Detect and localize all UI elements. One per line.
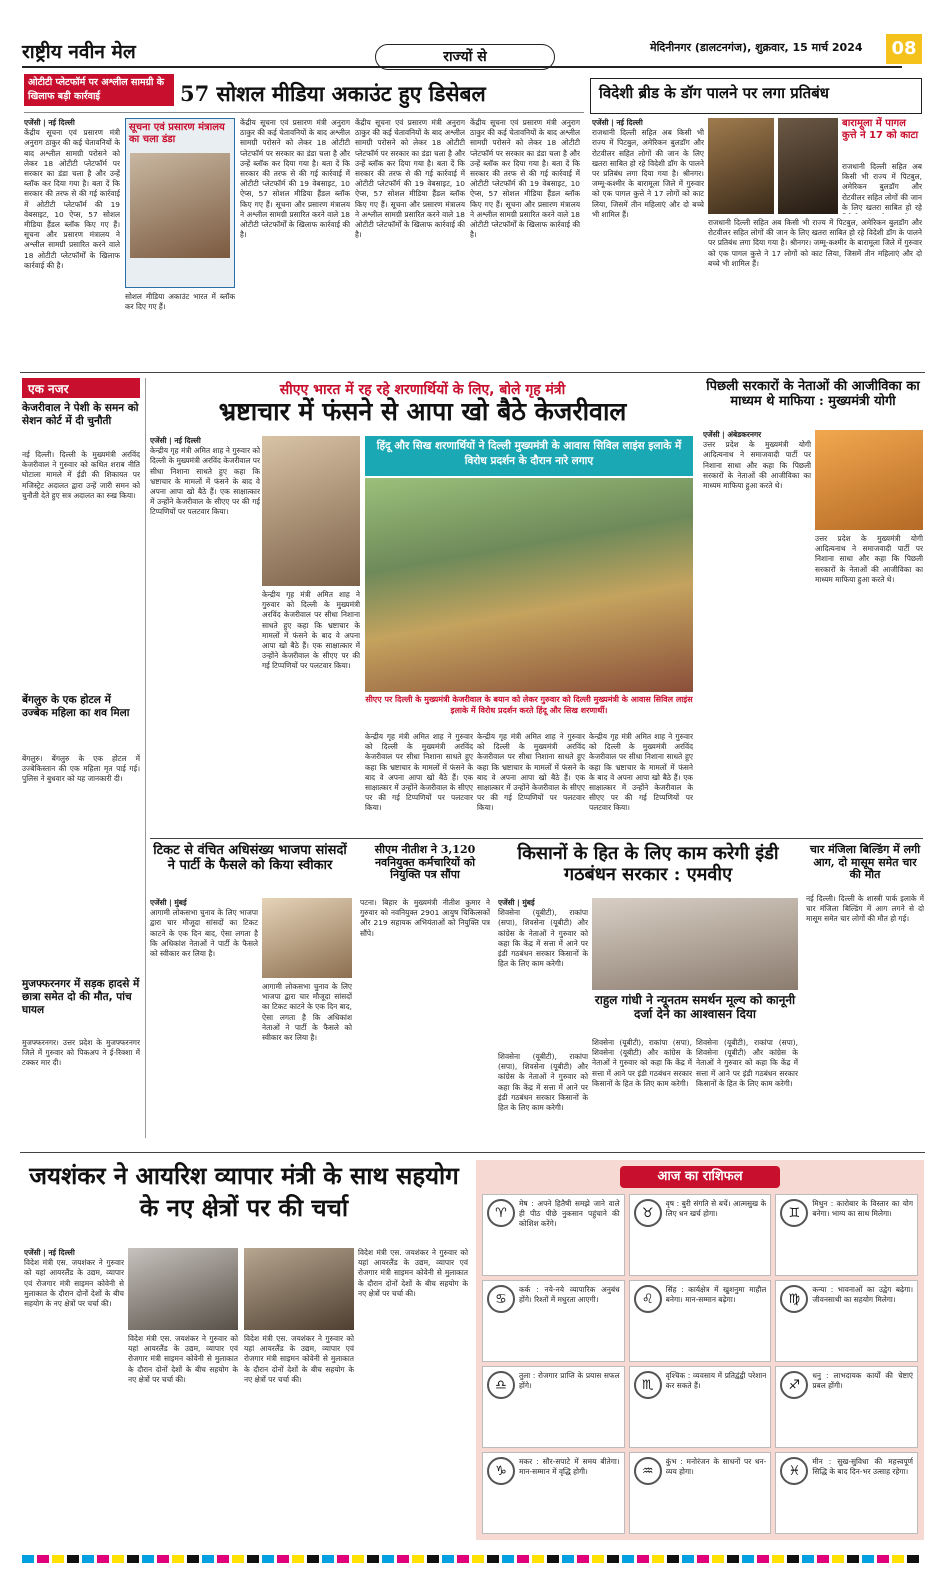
story3-body <box>150 436 260 831</box>
story2-body-text: राजधानी दिल्ली सहित अब किसी भी राज्य में पिटबुल, अमेरिकन बुलडॉग और रोटवीलर सहित लोगों की जान के लिए खतरा साबित हो रहे विदेशी डॉग के पालने पर प्रतिबंध लगा दिया गया है। श्रीनगर। जम्मू-कश्मीर के बारामूला जिले में गुरुवार को एक पागल कुत्ते ने 17 लोगों को काट लिया, जिसमें तीन महिलाएं और दो बच्चे भी शामिल हैं। <box>592 128 704 219</box>
rashi-cell <box>775 1194 918 1276</box>
virgo-icon: ♍ <box>780 1285 808 1313</box>
story3-kicker: सीएए भारत में रह रहे शरणार्थियों के लिए, बोले गृह मंत्री <box>279 382 566 398</box>
story3-col4: केन्द्रीय गृह मंत्री अमित शाह ने गुरुवार को दिल्ली के मुख्यमंत्री अरविंद केजरीवाल पर सीधा निशाना साधते हुए कहा कि भ्रष्टाचार के मामलों में फंसने के बाद वे अपना आपा खो बैठे हैं। एक साक्षात्कार में उन्होंने केजरीवाल के सीएए पर की गई टिप्पणियों पर पलटवार किया। <box>477 732 585 813</box>
eknazar-b1: नई दिल्ली। दिल्ली के मुख्यमंत्री अरविंद केजरीवाल ने गुरुवार को कथित शराब नीति घोटाला मामले में ईडी की शिकायत पर मजिस्ट्रेट अदालत द्वारा उन्हें जारी समन को चुनौती देते हुए सत्र अदालत का रुख किया। <box>22 450 140 500</box>
rashi-cell <box>629 1280 772 1362</box>
page-number: 08 <box>886 34 922 64</box>
rashi-text: कुंभ : मनोरंजन के साधनों पर धन-व्यय होगा। <box>665 1457 767 1477</box>
story2-inset-body: राजधानी दिल्ली सहित अब किसी भी राज्य में पिटबुल, अमेरिकन बुलडॉग और रोटवीलर सहित लोगों की जान के लिए खतरा साबित हो रहे <box>842 162 922 212</box>
story9-dateline: एजेंसी | नई दिल्ली <box>24 1248 75 1257</box>
story1-col4: केंद्रीय सूचना एवं प्रसारण मंत्री अनुराग ठाकुर की कई चेतावनियों के बाद अश्लील सामग्री परोसने को लेकर 18 ओटीटी प्लेटफॉर्म पर सरकार का डंडा चला है और उन्हें ब्लॉक कर दिया गया है। बता दें कि सरकार की तरफ से की गई कार्रवाई में ओटीटी प्लेटफॉर्म की 19 वेबसाइट, 10 ऐप्स, 57 सोशल मीडिया हैंडल ब्लॉक किए गए हैं। सूचना और प्रसारण मंत्रालय ने अश्लील सामग्री प्रसारित करने वाले 18 ओटीटी प्लेटफॉर्मों के खिलाफ कार्रवाई की है। <box>355 118 465 240</box>
eknazar-h3: मुजफ्फरनगर में सड़क हादसे में छात्रा समेत दो की मौत, पांच घायल <box>22 978 140 1016</box>
story7-sub: राहुल गांधी ने न्यूनतम समर्थन मूल्य को कानूनी दर्जा देने का आश्वासन दिया <box>594 993 796 1021</box>
story5-body <box>150 898 258 1148</box>
story1-caption: सोशल मीडिया अकाउंट भारत में ब्लॉक कर दिए गए हैं। <box>125 292 235 312</box>
eknazar-b3: मुजफ्फरनगर। उत्तर प्रदेश के मुजफ्फरनगर जिले में गुरुवार को पिकअप ने ई-रिक्शा में टक्कर मार दी। <box>22 1038 140 1068</box>
yogi-photo <box>815 430 923 530</box>
story1-headline: 57 सोशल मीडिया अकाउंट हुए डिसेबल <box>180 81 486 106</box>
rashi-text: कर्क : नये-नये व्यापारिक अनुबंध होंगे। रिश्तों में मधुरता आएगी। <box>519 1285 620 1305</box>
rashifal-title: आज का राशिफल <box>620 1166 780 1188</box>
rashi-cell <box>775 1452 918 1534</box>
minister-photo <box>130 153 230 258</box>
rashifal-box <box>476 1160 924 1540</box>
rashi-cell <box>482 1194 625 1276</box>
divider <box>24 112 584 113</box>
story9-body <box>24 1248 124 1538</box>
taurus-icon: ♉ <box>634 1199 662 1227</box>
rashifal-grid <box>476 1194 924 1534</box>
story5-body-text: आगामी लोकसभा चुनाव के लिए भाजपा द्वारा चार मौजूदा सांसदों का टिकट काटने के एक दिन बाद, ऐसा लगता है कि अधिकांश नेताओं ने पार्टी के फैसले को स्वीकार कर लिया है। <box>150 908 258 959</box>
cancer-icon: ♋ <box>487 1285 515 1313</box>
story7-body-text: शिवसेना (यूबीटी), राकांपा (सपा), शिवसेना (यूबीटी) और कांग्रेस के नेताओं ने गुरुवार को कहा कि केंद्र में सत्ता में आने पर इंडी गठबंधन सरकार किसानों के हित के लिए काम करेगी। <box>498 908 588 969</box>
story9-col2: विदेश मंत्री एस. जयशंकर ने गुरुवार को यहां आयरलैंड के उद्यम, व्यापार एवं रोजगार मंत्री साइमन कोवेनी से मुलाकात के दौरान दोनों देशों के बीच सहयोग के नए क्षेत्रों पर चर्चा की। <box>128 1334 238 1384</box>
rashi-cell <box>482 1452 625 1534</box>
rashi-cell <box>775 1280 918 1362</box>
amit-shah-photo <box>262 436 360 586</box>
story7-col3: शिवसेना (यूबीटी), राकांपा (सपा), शिवसेना (यूबीटी) और कांग्रेस के नेताओं ने गुरुवार को कहा कि केंद्र में सत्ता में आने पर इंडी गठबंधन सरकार किसानों के हित के लिए काम करेगी। <box>696 1038 798 1088</box>
gemini-icon: ♊ <box>780 1199 808 1227</box>
story1-body-text: केंद्रीय सूचना एवं प्रसारण मंत्री अनुराग ठाकुर की कई चेतावनियों के बाद अश्लील सामग्री परोसने को लेकर 18 ओटीटी प्लेटफॉर्म पर सरकार का डंडा चला है और उन्हें ब्लॉक कर दिया गया है। बता दें कि सरकार की तरफ से की गई कार्रवाई में ओटीटी प्लेटफॉर्म की 19 वेबसाइट, 10 ऐप्स, 57 सोशल मीडिया हैंडल ब्लॉक किए गए हैं। सूचना और प्रसारण मंत्रालय ने अश्लील सामग्री प्रसारित करने वाले 18 ओटीटी प्लेटफॉर्मों के खिलाफ कार्रवाई की है। <box>24 128 120 270</box>
story1-body <box>24 118 120 368</box>
story3-col5: केन्द्रीय गृह मंत्री अमित शाह ने गुरुवार को दिल्ली के मुख्यमंत्री अरविंद केजरीवाल पर सीधा निशाना साधते हुए कहा कि भ्रष्टाचार के मामलों में फंसने के बाद वे अपना आपा खो बैठे हैं। एक साक्षात्कार में उन्होंने केजरीवाल के सीएए पर की गई टिप्पणियों पर पलटवार किया। <box>589 732 693 813</box>
rashi-text: मीन : सुख-सुविधा की महत्त्वपूर्ण सिद्धि के बाद दिन-भर उत्साह रहेगा। <box>812 1457 913 1477</box>
jaishankar-photo-2 <box>244 1248 354 1330</box>
story3-col2: केन्द्रीय गृह मंत्री अमित शाह ने गुरुवार को दिल्ली के मुख्यमंत्री अरविंद केजरीवाल पर सीधा निशाना साधते हुए कहा कि भ्रष्टाचार के मामलों में फंसने के बाद वे अपना आपा खो बैठे हैं। एक साक्षात्कार में उन्होंने केजरीवाल के सीएए पर की गई टिप्पणियों पर पलटवार किया। <box>262 590 360 671</box>
mva-leaders-photo <box>592 898 798 990</box>
story3-caption: सीएए पर दिल्ली के मुख्यमंत्री केजरीवाल के बयान को लेकर गुरुवार को दिल्ली मुख्यमंत्री के आवास सिविल लाइंस इलाके में विरोध प्रदर्शन करते हिंदू और सिख शरणार्थी। <box>365 695 693 715</box>
rashi-text: मेष : अपने हितैषी समझे जाने वाले ही पीठ पीछे नुकसान पहुंचाने की कोशिश करेंगे। <box>519 1199 620 1229</box>
story9-col4: विदेश मंत्री एस. जयशंकर ने गुरुवार को यहां आयरलैंड के उद्यम, व्यापार एवं रोजगार मंत्री साइमन कोवेनी से मुलाकात के दौरान दोनों देशों के बीच सहयोग के नए क्षेत्रों पर चर्चा की। <box>358 1248 468 1298</box>
story3-body-text: केन्द्रीय गृह मंत्री अमित शाह ने गुरुवार को दिल्ली के मुख्यमंत्री अरविंद केजरीवाल पर सीधा निशाना साधते हुए कहा कि भ्रष्टाचार के मामलों में फंसने के बाद वे अपना आपा खो बैठे हैं। एक साक्षात्कार में उन्होंने केजरीवाल के सीएए पर की गई टिप्पणियों पर पलटवार किया। <box>150 446 260 517</box>
eknazar-b2: बेंगलुरु। बेंगलुरु के एक होटल में उज्बेकिस्तान की एक महिला मृत पाई गई। पुलिस ने बुधवार को यह जानकारी दी। <box>22 754 140 784</box>
story6-body: पटना। बिहार के मुख्यमंत्री नीतीश कुमार ने गुरुवार को नवनियुक्त 2901 आयुष चिकित्सकों और 219 सहायक अभियंताओं को नियुक्ति पत्र सौंपे। <box>360 898 490 938</box>
story7-col2: शिवसेना (यूबीटी), राकांपा (सपा), शिवसेना (यूबीटी) और कांग्रेस के नेताओं ने गुरुवार को कहा कि केंद्र में सत्ता में आने पर इंडी गठबंधन सरकार किसानों के हित के लिए काम करेगी। <box>592 1038 692 1088</box>
story4-dateline: एजेंसी | अंबेडकरनगर <box>703 430 762 439</box>
rashi-text: वृष : बुरी संगति से बचें। आत्मसुख के लिए धन खर्च होगा। <box>665 1199 767 1219</box>
story6-headline: सीएम नीतीश ने 3,120 नवनियुक्त कर्मचारियों को नियुक्ति पत्र सौंपा <box>374 843 476 882</box>
aquarius-icon: ♒ <box>634 1457 662 1485</box>
story8-headline: चार मंजिला बिल्डिंग में लगी आग, दो मासूम समेत चार की मौत <box>809 843 921 882</box>
sagittarius-icon: ♐ <box>780 1371 808 1399</box>
jaishankar-photo-1 <box>128 1248 238 1330</box>
story5-headline: टिकट से वंचित अधिसंख्य भाजपा सांसदों ने पार्टी के फैसले को किया स्वीकार <box>153 843 347 873</box>
rashi-cell <box>629 1366 772 1448</box>
pisces-icon: ♓ <box>780 1457 808 1485</box>
eknazar-h2: बेंगलुरु के एक होटल में उज्बेक महिला का शव मिला <box>22 694 130 719</box>
color-registration-bar <box>22 1548 922 1558</box>
story3-dateline: एजेंसी | नई दिल्ली <box>150 436 201 445</box>
rashi-cell <box>482 1366 625 1448</box>
masthead-title: राष्ट्रीय नवीन मेल <box>22 41 136 63</box>
rashi-text: कन्या : भावनाओं का उद्वेग बढ़ेगा। जीवनसाथी का सहयोग मिलेगा। <box>812 1285 913 1305</box>
rashi-cell <box>482 1280 625 1362</box>
rashi-cell <box>775 1366 918 1448</box>
story1-tag: ओटीटी प्लेटफॉर्म पर अश्लील सामग्री के खिलाफ बड़ी कार्रवाई <box>24 74 174 106</box>
dog-photo-2 <box>778 118 838 214</box>
capricorn-icon: ♑ <box>487 1457 515 1485</box>
rashi-text: मकर : सौर-सपाटे में समय बीतेगा। मान-सम्मान में वृद्धि होगी। <box>519 1457 620 1477</box>
story7-col4: शिवसेना (यूबीटी), राकांपा (सपा), शिवसेना (यूबीटी) और कांग्रेस के नेताओं ने गुरुवार को कहा कि केंद्र में सत्ता में आने पर इंडी गठबंधन सरकार किसानों के हित के लिए काम करेगी। <box>498 1052 588 1113</box>
story2-dateline: एजेंसी | नई दिल्ली <box>592 118 643 127</box>
story2-col2: राजधानी दिल्ली सहित अब किसी भी राज्य में पिटबुल, अमेरिकन बुलडॉग और रोटवीलर सहित लोगों की जान के लिए खतरा साबित हो रहे विदेशी डॉग के पालने पर प्रतिबंध लगा दिया गया है। श्रीनगर। जम्मू-कश्मीर के बारामूला जिले में गुरुवार को एक पागल कुत्ते ने 17 लोगों को काट लिया, जिसमें तीन महिलाएं और दो बच्चे भी शामिल हैं। <box>708 218 922 268</box>
masthead-rule <box>22 66 902 68</box>
story4-col2: उत्तर प्रदेश के मुख्यमंत्री योगी आदित्यनाथ ने समाजवादी पार्टी पर निशाना साधा और कहा कि पिछली सरकारों के नेताओं की आजीविका का माध्यम माफिया हुआ करते थे। <box>815 534 923 584</box>
story3-photo-banner: हिंदू और सिख शरणार्थियों ने दिल्ली मुख्यमंत्री के आवास सिविल लाइंस इलाके में विरोध प्रदर्शन के दौरान नारे लगाए <box>365 436 693 476</box>
rashi-text: मिथुन : कारोबार के विस्तार का योग बनेगा। भाग्य का साथ मिलेगा। <box>812 1199 913 1219</box>
rashi-text: सिंह : कार्यक्षेत्र में खुशनुमा माहौल बनेगा। मान-सम्मान बढ़ेगा। <box>665 1285 767 1305</box>
protest-photo <box>365 478 693 692</box>
story1-col5: केंद्रीय सूचना एवं प्रसारण मंत्री अनुराग ठाकुर की कई चेतावनियों के बाद अश्लील सामग्री परोसने को लेकर 18 ओटीटी प्लेटफॉर्म पर सरकार का डंडा चला है और उन्हें ब्लॉक कर दिया गया है। बता दें कि सरकार की तरफ से की गई कार्रवाई में ओटीटी प्लेटफॉर्म की 19 वेबसाइट, 10 ऐप्स, 57 सोशल मीडिया हैंडल ब्लॉक किए गए हैं। सूचना और प्रसारण मंत्रालय ने अश्लील सामग्री प्रसारित करने वाले 18 ओटीटी प्लेटफॉर्मों के खिलाफ कार्रवाई की है। <box>470 118 580 240</box>
top-margin <box>0 0 945 30</box>
fadnavis-photo <box>262 898 352 978</box>
section-label: राज्यों से <box>375 44 555 70</box>
section-rule-2 <box>150 838 923 839</box>
masthead-date: मेदिनीनगर (डालटनगंज), शुक्रवार, 15 मार्च 2024 <box>650 41 863 54</box>
story1-photo-box <box>125 118 235 288</box>
rashi-text: वृश्चिक : व्यवसाय में प्रतिद्वंद्वी परेशान कर सकते हैं। <box>665 1371 767 1391</box>
rashi-text: धनु : लाभदायक कार्यों की चेष्टाएं प्रबल होंगी। <box>812 1371 913 1391</box>
eknazar-label: एक नजर <box>22 378 140 398</box>
story9-headline: जयशंकर ने आयरिश व्यापार मंत्री के साथ सहयोग के नए क्षेत्रों पर की चर्चा <box>29 1161 459 1222</box>
column-rule <box>145 378 146 1138</box>
eknazar-h1: केजरीवाल ने पेशी के समन को सेशन कोर्ट में दी चुनौती <box>22 402 139 427</box>
rashi-text: तुला : रोजगार प्राप्ति के प्रयास सफल होंगे। <box>519 1371 620 1391</box>
story3-col3: केन्द्रीय गृह मंत्री अमित शाह ने गुरुवार को दिल्ली के मुख्यमंत्री अरविंद केजरीवाल पर सीधा निशाना साधते हुए कहा कि भ्रष्टाचार के मामलों में फंसने के बाद वे अपना आपा खो बैठे हैं। एक साक्षात्कार में उन्होंने केजरीवाल के सीएए पर की गई टिप्पणियों पर पलटवार किया। <box>365 732 473 813</box>
story5-dateline: एजेंसी | मुंबई <box>150 898 187 907</box>
story5-col2: आगामी लोकसभा चुनाव के लिए भाजपा द्वारा चार मौजूदा सांसदों का टिकट काटने के एक दिन बाद, ऐसा लगता है कि अधिकांश नेताओं ने पार्टी के फैसले को स्वीकार कर लिया है। <box>262 982 352 1043</box>
section-rule-3 <box>20 1152 925 1153</box>
story9-col3: विदेश मंत्री एस. जयशंकर ने गुरुवार को यहां आयरलैंड के उद्यम, व्यापार एवं रोजगार मंत्री साइमन कोवेनी से मुलाकात के दौरान दोनों देशों के बीच सहयोग के नए क्षेत्रों पर चर्चा की। <box>244 1334 354 1384</box>
story1-subbox: सूचना एवं प्रसारण मंत्रालय का चला डंडा <box>129 122 225 145</box>
story2-headline: विदेशी ब्रीड के डॉग पालने पर लगा प्रतिबंध <box>590 78 922 114</box>
story1-col3: केंद्रीय सूचना एवं प्रसारण मंत्री अनुराग ठाकुर की कई चेतावनियों के बाद अश्लील सामग्री परोसने को लेकर 18 ओटीटी प्लेटफॉर्म पर सरकार का डंडा चला है और उन्हें ब्लॉक कर दिया गया है। बता दें कि सरकार की तरफ से की गई कार्रवाई में ओटीटी प्लेटफॉर्म की 19 वेबसाइट, 10 ऐप्स, 57 सोशल मीडिया हैंडल ब्लॉक किए गए हैं। सूचना और प्रसारण मंत्रालय ने अश्लील सामग्री प्रसारित करने वाले 18 ओटीटी प्लेटफॉर्मों के खिलाफ कार्रवाई की है। <box>240 118 350 240</box>
story4-headline: पिछली सरकारों के नेताओं की आजीविका का माध्यम थे माफिया : मुख्यमंत्री योगी <box>706 379 920 409</box>
story4-body-text: उत्तर प्रदेश के मुख्यमंत्री योगी आदित्यनाथ ने समाजवादी पार्टी पर निशाना साधा और कहा कि पिछली सरकारों के नेताओं की आजीविका का माध्यम माफिया हुआ करते थे। <box>703 440 811 491</box>
story2-body <box>592 118 704 368</box>
leo-icon: ♌ <box>634 1285 662 1313</box>
aries-icon: ♈ <box>487 1199 515 1227</box>
story2-inset: बारामूला में पागल कुत्ते ने 17 को काटा <box>842 118 919 141</box>
dog-photo-1 <box>708 118 774 214</box>
story7-dateline: एजेंसी | मुंबई <box>498 898 535 907</box>
story4-body <box>703 430 811 830</box>
story7-headline: किसानों के हित के लिए काम करेगी इंडी गठबंधन सरकार : एमवीए <box>517 843 779 885</box>
section-rule <box>20 372 925 373</box>
story8-body: नई दिल्ली। दिल्ली के शास्त्री पार्क इलाके में चार मंजिला बिल्डिंग में आग लगने से दो मासूम समेत चार लोगों की मौत हो गई। <box>806 894 924 924</box>
rashi-cell <box>629 1452 772 1534</box>
story3-headline: भ्रष्टाचार में फंसने से आपा खो बैठे केजरीवाल <box>218 397 627 426</box>
story1-dateline: एजेंसी | नई दिल्ली <box>24 118 75 127</box>
scorpio-icon: ♏ <box>634 1371 662 1399</box>
libra-icon: ♎ <box>487 1371 515 1399</box>
story9-body-text: विदेश मंत्री एस. जयशंकर ने गुरुवार को यहां आयरलैंड के उद्यम, व्यापार एवं रोजगार मंत्री साइमन कोवेनी से मुलाकात के दौरान दोनों देशों के बीच सहयोग के नए क्षेत्रों पर चर्चा की। <box>24 1258 124 1309</box>
rashi-cell <box>629 1194 772 1276</box>
story7-body <box>498 898 588 1048</box>
